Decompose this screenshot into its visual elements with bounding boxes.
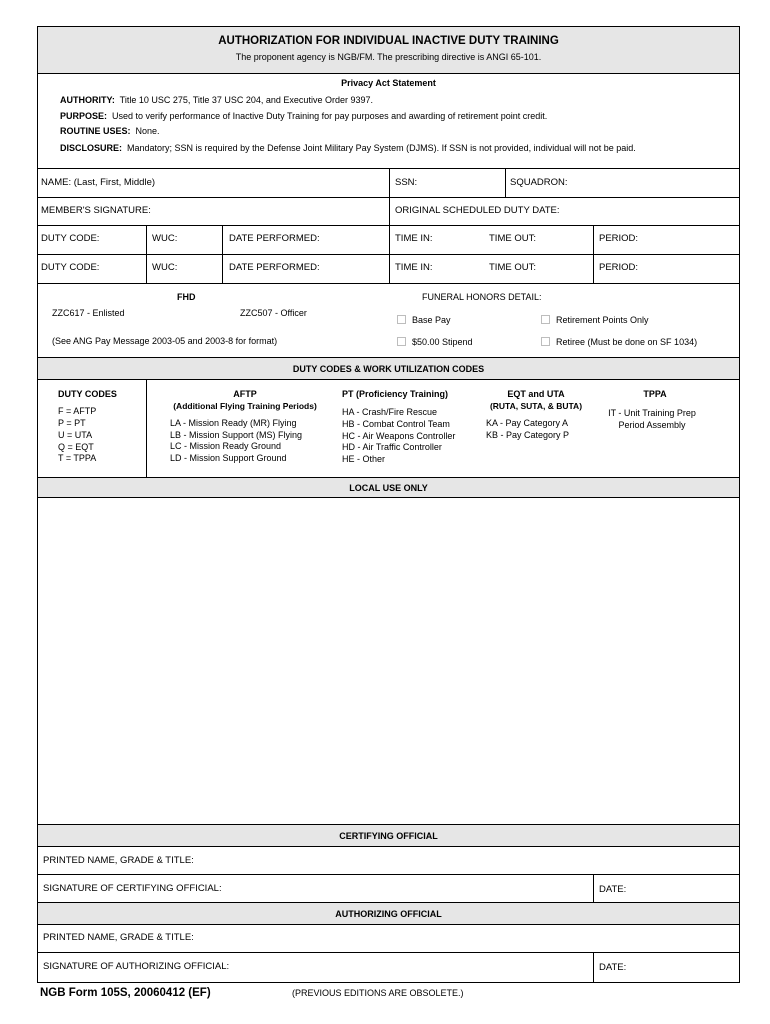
time-in-label: TIME IN: <box>395 262 433 273</box>
period-label: PERIOD: <box>599 233 639 244</box>
local-use-area[interactable] <box>38 498 739 824</box>
wuc-label: WUC: <box>152 262 178 273</box>
period-label: PERIOD: <box>599 262 639 273</box>
aftp-item: LC - Mission Ready Ground <box>170 441 282 451</box>
aftp-item: LB - Mission Support (MS) Flying <box>170 430 303 440</box>
pt-item: HC - Air Weapons Controller <box>342 431 456 441</box>
retirement-points-label: Retirement Points Only <box>556 315 649 325</box>
fhd-note: (See ANG Pay Message 2003-05 and 2003-8 for format) <box>52 336 278 346</box>
fhd-heading: FHD <box>177 292 196 302</box>
authorizing-date-label: DATE: <box>599 962 627 973</box>
retirement-points-checkbox[interactable] <box>541 315 550 324</box>
duty-codes-heading: DUTY CODES <box>58 389 117 399</box>
codes-heading: DUTY CODES & WORK UTILIZATION CODES <box>292 364 485 374</box>
base-pay-checkbox[interactable] <box>397 315 406 324</box>
date-performed-label: DATE PERFORMED: <box>229 233 320 244</box>
pt-item: HA - Crash/Fire Rescue <box>342 407 438 417</box>
eqt-item: KA - Pay Category A <box>486 418 569 428</box>
duty-code-item: U = UTA <box>58 430 93 440</box>
funeral-honors-heading: FUNERAL HONORS DETAIL: <box>422 292 542 302</box>
eqt-item: KB - Pay Category P <box>486 430 570 440</box>
tppa-item: IT - Unit Training Prep <box>608 408 696 418</box>
time-in-label: TIME IN: <box>395 233 433 244</box>
authorizing-signature-label: SIGNATURE OF AUTHORIZING OFFICIAL: <box>43 961 230 972</box>
authorizing-printed-name-label: PRINTED NAME, GRADE & TITLE: <box>43 932 194 943</box>
certifying-date-label: DATE: <box>599 884 627 895</box>
name-label: NAME: (Last, First, Middle) <box>41 177 156 188</box>
form-subtitle: The proponent agency is NGB/FM. The prescribing directive is ANGI 65-101. <box>235 52 542 62</box>
aftp-heading: AFTP <box>233 389 257 399</box>
aftp-subheading: (Additional Flying Training Periods) <box>173 401 317 411</box>
eqt-heading: EQT and UTA <box>507 389 565 399</box>
retiree-checkbox[interactable] <box>541 337 550 346</box>
aftp-item: LA - Mission Ready (MR) Flying <box>170 418 297 428</box>
time-out-label: TIME OUT: <box>489 233 536 244</box>
squadron-label: SQUADRON: <box>510 177 568 188</box>
tppa-item: Period Assembly <box>618 420 686 430</box>
duty-code-label: DUTY CODE: <box>41 262 100 273</box>
aftp-item: LD - Mission Support Ground <box>170 453 287 463</box>
certifying-signature-label: SIGNATURE OF CERTIFYING OFFICIAL: <box>43 883 222 894</box>
privacy-authority: AUTHORITY: Title 10 USC 275, Title 37 USC 204, and Executive Order 9397. <box>60 95 373 105</box>
tppa-heading: TPPA <box>643 389 667 399</box>
certifying-heading: CERTIFYING OFFICIAL <box>339 831 438 841</box>
retiree-label: Retiree (Must be done on SF 1034) <box>556 337 698 347</box>
stipend-checkbox[interactable] <box>397 337 406 346</box>
duty-code-item: F = AFTP <box>58 406 97 416</box>
pt-item: HE - Other <box>342 454 386 464</box>
pt-item: HD - Air Traffic Controller <box>342 442 442 452</box>
duty-code-item: T = TPPA <box>58 453 97 463</box>
footer-note: (PREVIOUS EDITIONS ARE OBSOLETE.) <box>292 988 464 998</box>
eqt-subheading: (RUTA, SUTA, & BUTA) <box>489 401 583 411</box>
duty-code-label: DUTY CODE: <box>41 233 100 244</box>
duty-code-item: P = PT <box>58 418 86 428</box>
privacy-disclosure: DISCLOSURE: Mandatory; SSN is required by the Defense Joint Military Pay System (DJMS). If SSN is not provided, individual will not be paid. <box>60 143 636 153</box>
wuc-label: WUC: <box>152 233 178 244</box>
base-pay-label: Base Pay <box>412 315 451 325</box>
stipend-label: $50.00 Stipend <box>412 337 473 347</box>
local-use-heading: LOCAL USE ONLY <box>349 483 428 493</box>
pt-item: HB - Combat Control Team <box>342 419 450 429</box>
privacy-purpose: PURPOSE: Used to verify performance of Inactive Duty Training for pay purposes and awarding of retirement point credit. <box>60 111 548 121</box>
pt-heading: PT (Proficiency Training) <box>342 389 449 399</box>
duty-code-item: Q = EQT <box>58 442 94 452</box>
date-performed-label: DATE PERFORMED: <box>229 262 320 273</box>
certifying-printed-name-label: PRINTED NAME, GRADE & TITLE: <box>43 855 194 866</box>
time-out-label: TIME OUT: <box>489 262 536 273</box>
member-signature-label: MEMBER'S SIGNATURE: <box>41 205 151 216</box>
privacy-heading: Privacy Act Statement <box>341 78 436 88</box>
authorizing-heading: AUTHORIZING OFFICIAL <box>335 909 442 919</box>
original-date-label: ORIGINAL SCHEDULED DUTY DATE: <box>395 205 560 216</box>
form-title: AUTHORIZATION FOR INDIVIDUAL INACTIVE DUTY TRAINING <box>218 35 559 47</box>
fhd-enlisted: ZZC617 - Enlisted <box>52 308 125 318</box>
privacy-routine-uses: ROUTINE USES: None. <box>60 126 160 136</box>
ssn-label: SSN: <box>395 177 418 188</box>
fhd-officer: ZZC507 - Officer <box>240 308 307 318</box>
form-id: NGB Form 105S, 20060412 (EF) <box>40 987 211 999</box>
